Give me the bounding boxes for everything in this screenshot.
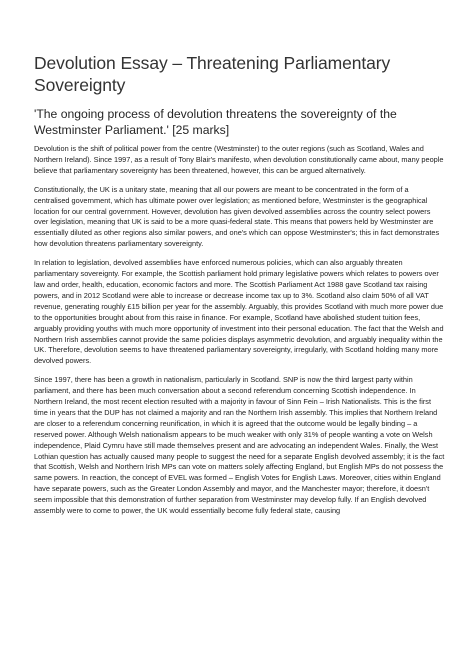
paragraph-2: Constitutionally, the UK is a unitary state, meaning that all our powers are meant to be concentrated in the form of a centralised government, which has ultimate power over legislation; as mentioned before, Westminster is the geographical location for our central government. However, devolution has given devolved assemblies across the country select powers over legislation, meaning that UK is said to be a more quasi-federal state. This means that powers held by Westminster are essentially diluted as other regions also similar powers, and one's which can oppose Westminster's; this in fact demonstrates how devolution threatens parliamentary sovereignty.	[34, 184, 440, 249]
paragraph-3: In relation to legislation, devolved assemblies have enforced numerous policies, which can also arguably threaten parliamentary sovereignty. For example, the Scottish parliament hold primary legislative powers which relates to powers over law and order, health, education, economic factors and more. The Scottish Parliament Act 1988 gave Scotland tax raising powers, and in 2012 Scotland were able to increase or decrease income tax up to 3%. Scotland also claim 50% of all VAT revenue, generating roughly £15 billion per year for the assembly. Arguably, this provides Scotland with much more power due to the opportunities brought about from this raise in finance. For example, Scotland have abolished student tuition fees, arguably providing youths with much more opportunity of investment into their personal education. The fact that the Welsh and Northern Irish assemblies cannot provide the same policies displays asymmetric devolution, and arguably inequality within the UK. Therefore, devolution seems to have threatened parliamentary sovereignty, irregularly, with Scotland holding many more devolved powers.	[34, 258, 444, 366]
document-page	[34, 52, 446, 525]
essay-question: 'The ongoing process of devolution threatens the sovereignty of the Westminster Parliament.' [25 marks]	[34, 107, 397, 137]
document-title: Devolution Essay – Threatening Parliamentary Sovereignty	[34, 53, 391, 95]
paragraph-4: Since 1997, there has been a growth in nationalism, particularly in Scotland. SNP is now the third largest party within parliament, and there has been much conversation about a second referendum concerning Scottish independence. In Northern Ireland, the most recent election resulted with a majority in favour of Sinn Fein – Irish Nationalists. This is the first time in years that the DUP has not claimed a majority and ran the Northern Irish assembly. This implies that Northern Ireland are closer to a referendum concerning reunification, in which it is agreed that the outcome would be legally binding – a reserved power. Although Welsh nationalism appears to be much weaker with only 31% of people wanting a vote on Welsh independence, Plaid Cymru have still made themselves present and are advocating an independent Wales. Finally, the West Lothian question has actually caused many people to suggest the need for a separate English devolved assembly; it is the fact that Scottish, Welsh and Northern Irish MPs can vote on matters solely affecting England, but English MPs do not possess the same powers. In reaction, the concept of EVEL was formed – English Votes for English Laws. Moreover, cities within England have separate powers, such as the Greater London Assembly and mayor, and the Manchester mayor; therefore, it doesn't seem impossible that this demonstration of further separation from Westminster may develop fully. If an English devolved assembly were to come to power, the UK would essentially become fully federal state, causing	[34, 375, 445, 516]
paragraph-1: Devolution is the shift of political power from the centre (Westminster) to the outer regions (such as Scotland, Wales and Northern Ireland). Since 1997, as a result of Tony Blair's manifesto, when devolution constitutionally came about, many people believe that parliamentary sovereignty has been threatened, however, this can be argued alternatively.	[34, 144, 444, 175]
